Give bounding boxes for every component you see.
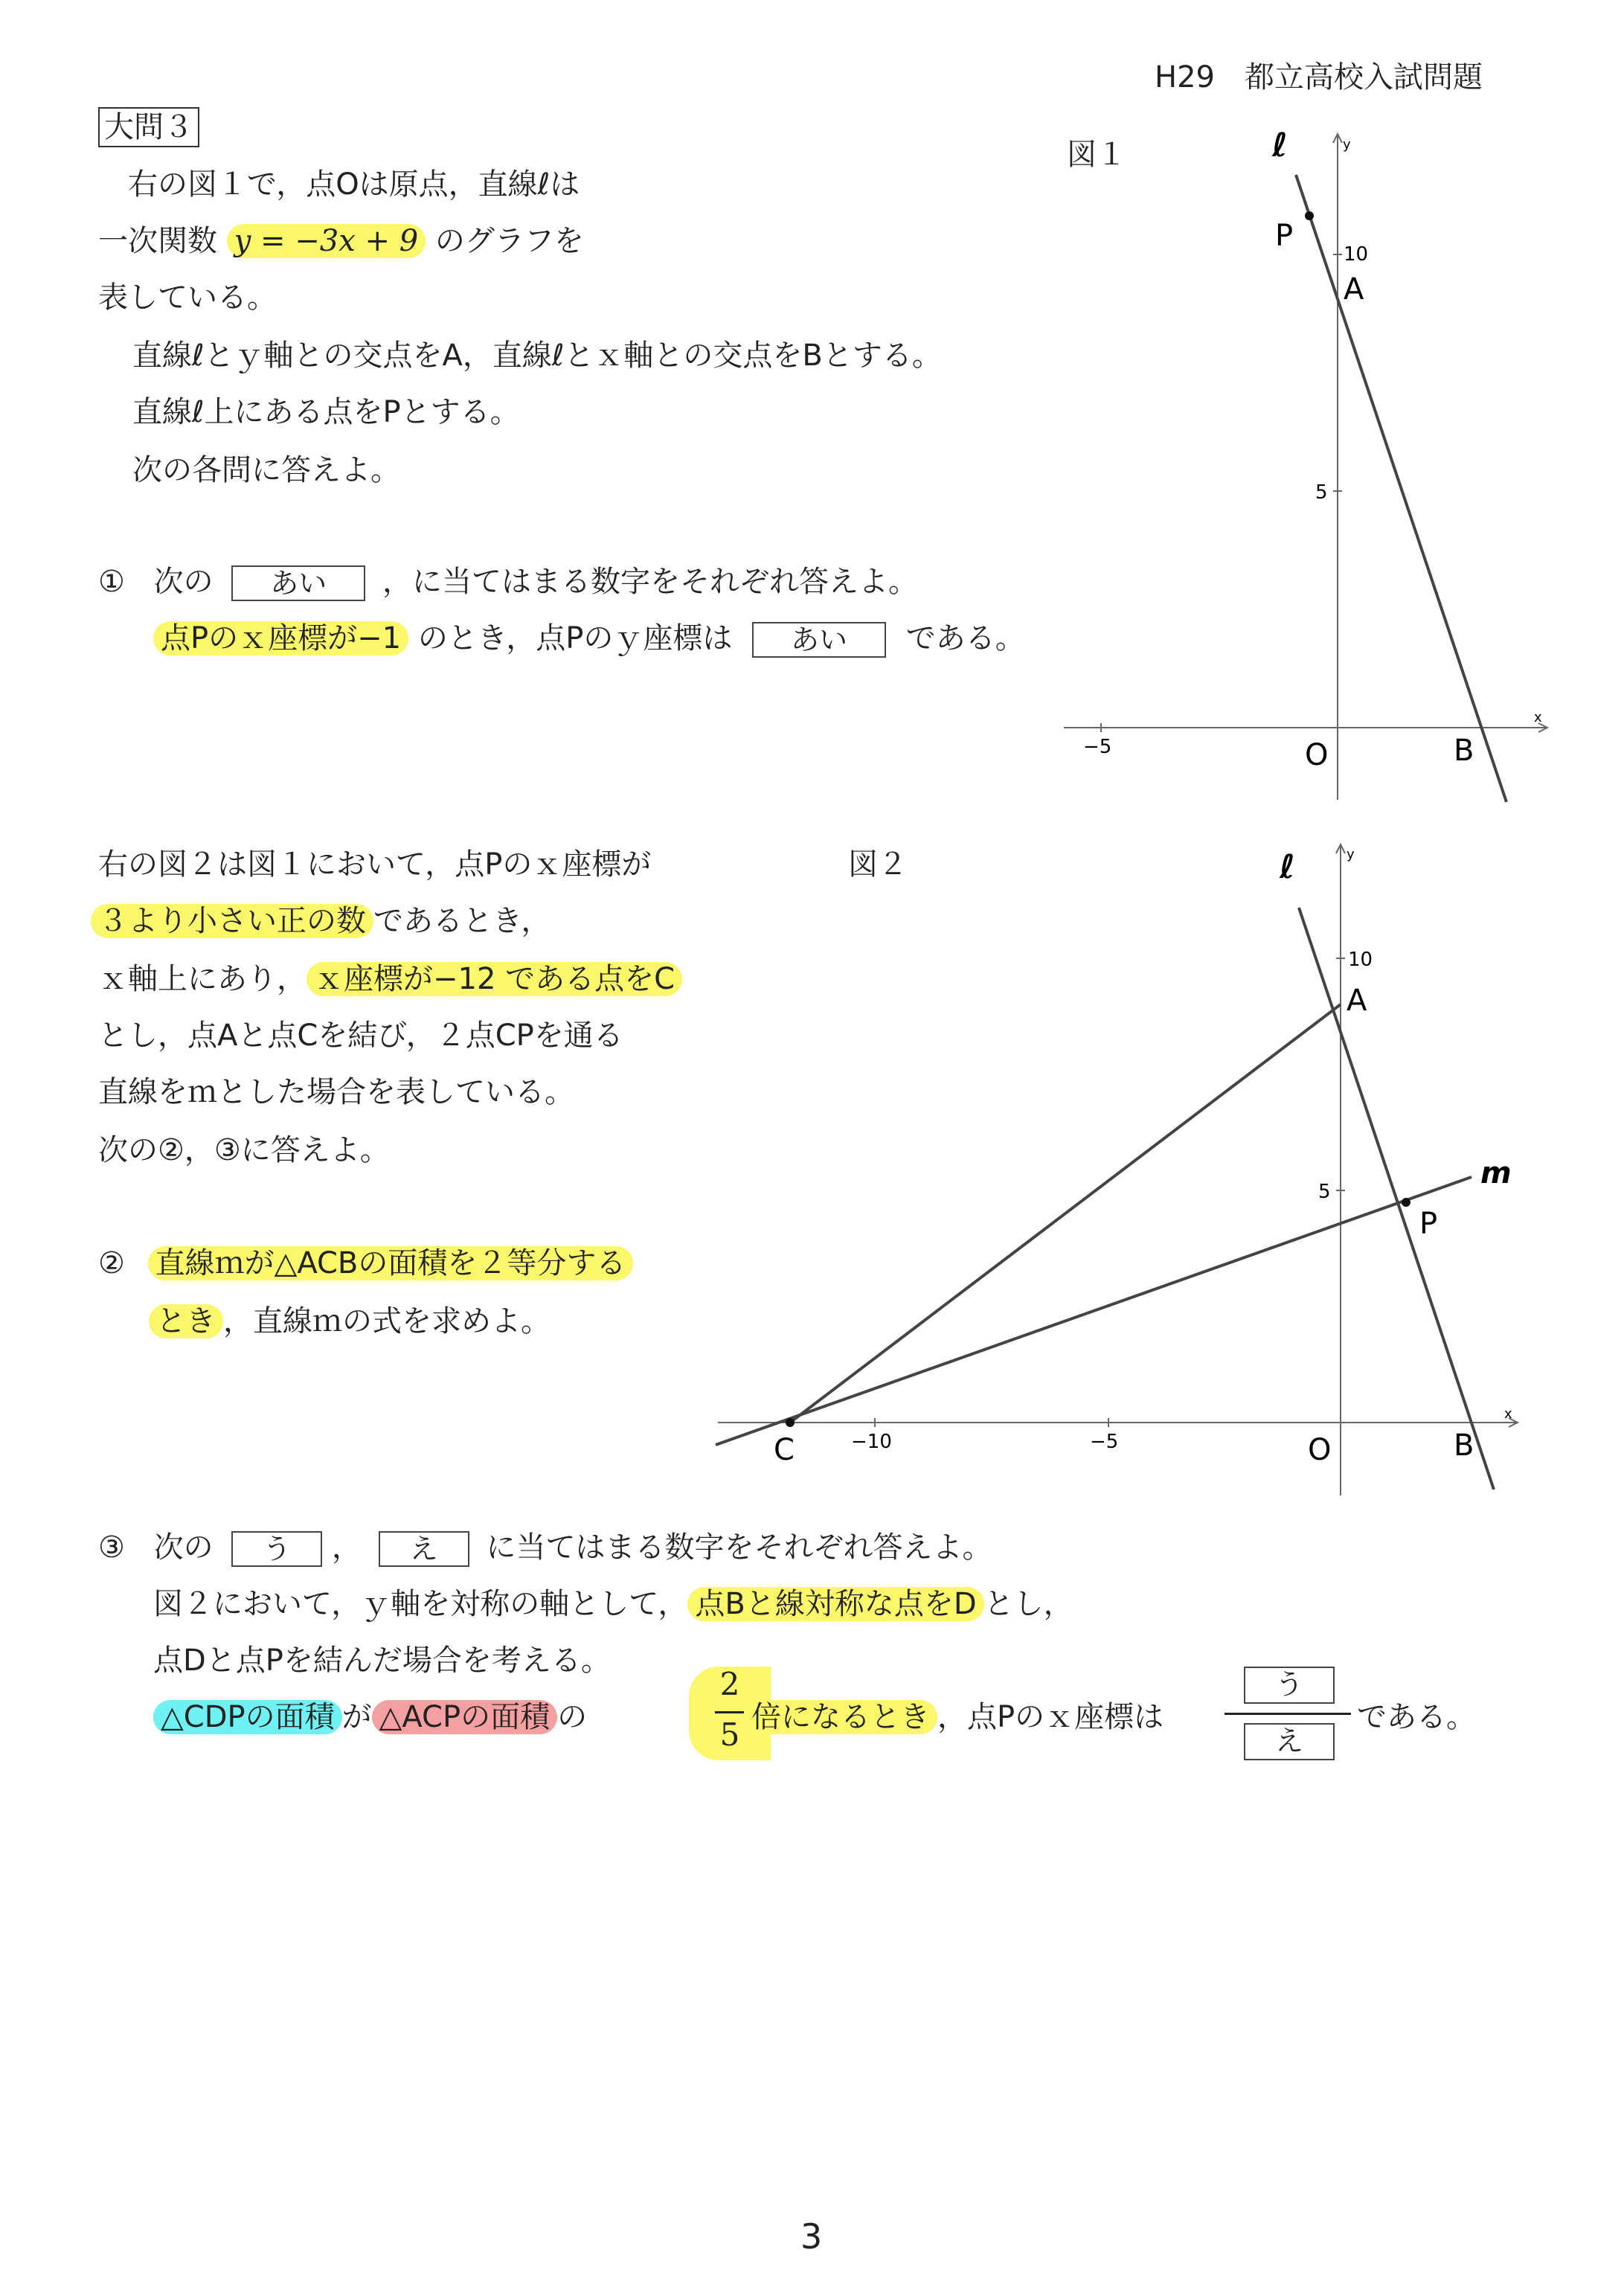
fig2-label-b: B (1454, 1428, 1474, 1463)
equation: y = −3x + 9 (227, 224, 426, 258)
fig2-label-c: C (774, 1433, 795, 1467)
figure-2-label: 図２ (848, 847, 908, 882)
question-3-line-1: ③ 次の う ， え に当てはまる数字をそれぞれ答えよ。 (98, 1530, 992, 1565)
fig2-text-line-5: 直線をｍとした場合を表している。 (98, 1075, 574, 1109)
question-2-line-2: とき ，直線ｍの式を求めよ。 (149, 1302, 551, 1341)
fig1-label-p: P (1275, 219, 1294, 253)
fig1-label-a: A (1344, 272, 1364, 307)
fig2-x-axis-label: x (1504, 1406, 1512, 1422)
question-3-line-3: 点Dと点Pを結んだ場合を考える。 (153, 1644, 611, 1678)
fig2-text-line-3: ｘ軸上にあり， ｘ座標が−12 である点をC (98, 960, 682, 998)
fig2-label-o: O (1308, 1433, 1332, 1467)
question-2-line-1: ② 直線ｍが△ACBの面積を２等分する (98, 1244, 633, 1283)
fig2-line-m-label: m (1480, 1156, 1512, 1190)
intro-line-4: 直線ℓとｙ軸との交点をA，直線ℓとｘ軸との交点をBとする。 (132, 339, 942, 373)
figure-2-graph (707, 833, 1562, 1503)
fig2-tick-5: 5 (1318, 1181, 1331, 1203)
highlight-cdp-area: △CDPの面積 (153, 1700, 342, 1734)
page-number: 3 (800, 2216, 823, 2257)
fig1-tick-minus5: −5 (1083, 736, 1112, 758)
fraction-numerator: 2 (719, 1666, 740, 1702)
question-3-number: ③ (98, 1530, 125, 1565)
fig1-x-axis-label: x (1534, 710, 1542, 725)
question-1-line-1: ① 次の あい ，に当てはまる数字をそれぞれ答えよ。 (98, 565, 919, 600)
fig2-line-l-label: ℓ (1280, 848, 1295, 886)
section-label: 大問３ (98, 107, 199, 147)
fig2-point-c (786, 1418, 795, 1427)
fig2-label-a: A (1347, 984, 1367, 1018)
question-3-line-4: △CDPの面積 が △ACPの面積 の (153, 1698, 587, 1737)
intro-line-3: 表している。 (98, 280, 277, 315)
question-3-line-4b: 倍になるとき ，点Pのｘ座標は (744, 1698, 1164, 1737)
answer-box-ai-2: あい (752, 622, 886, 658)
fig2-tick-10: 10 (1348, 949, 1373, 971)
fig2-text-line-1: 右の図２は図１において，点Pのｘ座標が (98, 847, 652, 882)
fig2-text-line-4: とし，点Aと点Cを結び，２点CPを通る (98, 1019, 623, 1053)
question-1-line-2: 点Pのｘ座標が−1 のとき，点Pのｙ座標は あい である。 (153, 619, 1025, 658)
fig1-tick-10: 10 (1344, 243, 1369, 266)
intro-line-6: 次の各問に答えよ。 (132, 453, 400, 487)
fig1-label-o: O (1305, 738, 1329, 772)
answer-box-e-denominator: え (1244, 1723, 1335, 1760)
intro-line-1: 右の図１で，点Oは原点，直線ℓは (128, 167, 580, 202)
answer-box-u-numerator: う (1244, 1667, 1335, 1704)
fig2-text-line-2: ３より小さい正の数 であるとき， (91, 902, 551, 940)
fig2-segment-ac (790, 1004, 1341, 1423)
answer-box-ai: あい (231, 565, 365, 601)
fig2-label-p: P (1419, 1207, 1438, 1241)
figure-1-label: 図１ (1067, 138, 1126, 172)
question-1-number: ① (98, 565, 125, 599)
fig2-y-axis-label: y (1347, 847, 1355, 862)
fraction-denominator: 5 (719, 1716, 740, 1753)
fig1-y-axis-label: y (1343, 137, 1351, 153)
intro-line-2: 一次関数 y = −3x + 9 のグラフを (98, 224, 584, 258)
fig1-label-b: B (1454, 734, 1474, 768)
fig1-tick-5: 5 (1315, 481, 1328, 504)
question-3-line-2: 図２において，ｙ軸を対称の軸として， 点Bと線対称な点をD とし， (153, 1587, 1073, 1621)
question-2-number: ② (98, 1246, 125, 1280)
answer-box-u: う (231, 1531, 322, 1567)
highlight-bai: 倍になるとき (744, 1700, 937, 1734)
question-3-line-4-end: である。 (1357, 1700, 1476, 1734)
intro-line-5: 直線ℓ上にある点をPとする。 (132, 395, 520, 429)
fig1-line-l-label: ℓ (1272, 126, 1288, 164)
page-header: H29 都立高校入試問題 (1155, 60, 1483, 94)
fig2-text-line-6: 次の②，③に答えよ。 (98, 1133, 390, 1167)
fig2-line-m (716, 1177, 1471, 1445)
highlight-p-x-minus-1: 点Pのｘ座標が−1 (153, 621, 408, 655)
fig2-tick-minus5: −5 (1090, 1431, 1119, 1453)
answer-fraction-bar (1225, 1713, 1351, 1715)
figure-1-graph (1056, 126, 1562, 811)
answer-box-e: え (379, 1531, 469, 1567)
fig2-tick-minus10: −10 (851, 1431, 892, 1453)
fig1-point-p (1305, 211, 1314, 220)
fig2-point-p (1402, 1198, 1410, 1207)
highlight-acp-area: △ACPの面積 (372, 1700, 557, 1734)
fraction-bar (715, 1711, 745, 1713)
